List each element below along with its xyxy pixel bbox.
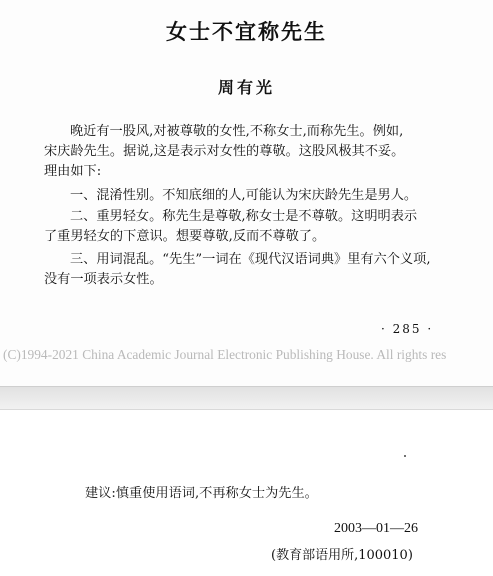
scan-speck: [404, 455, 406, 457]
article-author: 周有光: [217, 78, 275, 97]
paragraph-reason-1: [44, 186, 417, 206]
affiliation-line: (教育部语用所,100010): [271, 548, 413, 563]
paragraph-reason-3: [44, 250, 431, 290]
text-line: 了重男轻女的下意识。想要尊敬,反而不尊敬了。: [44, 229, 326, 244]
copyright-watermark: (C)1994-2021 China Academic Journal Electronic Publishing House. All rights res: [3, 347, 447, 362]
paragraph-reason-2: [44, 207, 417, 247]
text-line: 没有一项表示女性。: [44, 272, 163, 287]
page-number: · 285 ·: [381, 322, 434, 336]
text-line: 一、混淆性别。不知底细的人,可能认为宋庆龄先生是男人。: [70, 188, 418, 203]
suggestion-line: 建议:慎重使用语词,不再称女士为先生。: [85, 486, 318, 501]
text-line: 三、用词混乱。“先生”一词在《现代汉语词典》里有六个义项,: [70, 252, 431, 267]
text-line: 晚近有一股风,对被尊敬的女性,不称女士,而称先生。例如,: [70, 124, 404, 139]
paragraph-intro: [44, 122, 404, 182]
text-line: 宋庆龄先生。据说,这是表示对女性的尊敬。这股风极其不妥。: [44, 144, 405, 159]
article-title: 女士不宜称先生: [166, 19, 327, 44]
text-line: 理由如下:: [44, 164, 102, 179]
text-line: 二、重男轻女。称先生是尊敬,称女士是不尊敬。这明明表示: [70, 209, 418, 224]
page-separator: [0, 386, 493, 410]
date-line: 2003—01—26: [334, 521, 418, 536]
